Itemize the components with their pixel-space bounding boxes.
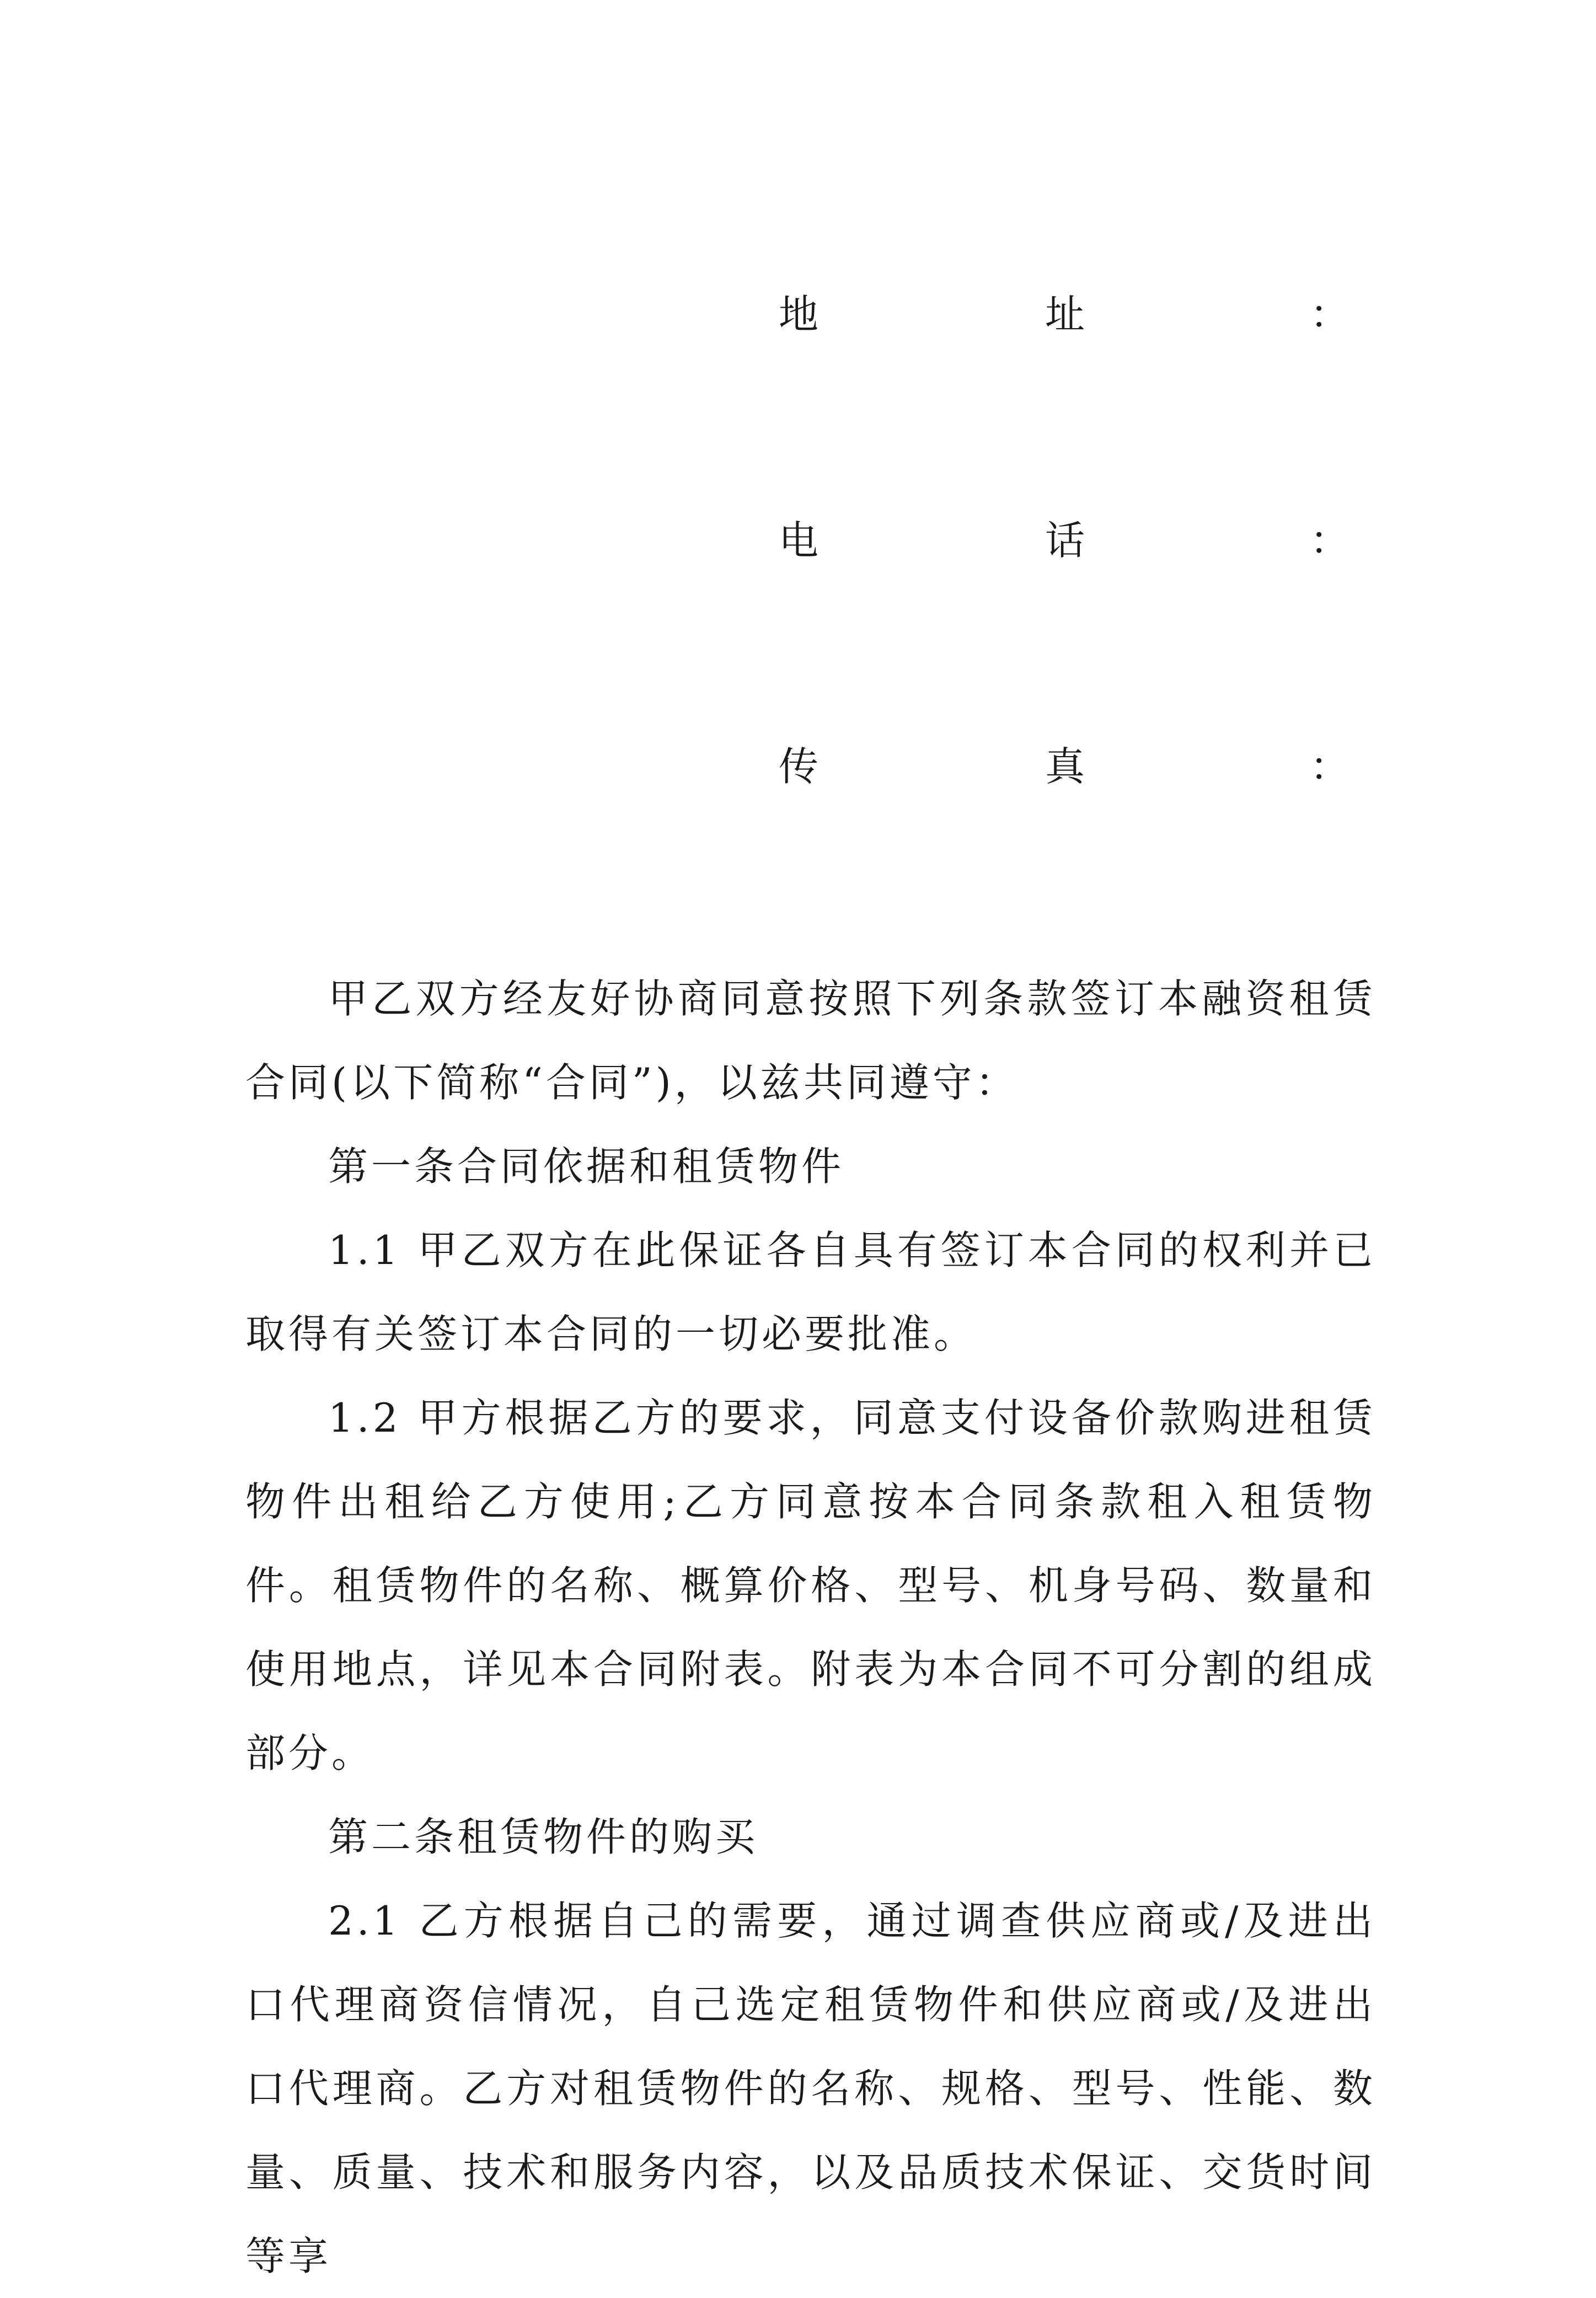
article-2-heading: 第二条租赁物件的购买 [328, 1814, 759, 1860]
article-1-heading: 第一条合同依据和租赁物件 [328, 1143, 845, 1190]
address-colon: ： [1310, 291, 1350, 338]
phone-field [0, 507, 1596, 574]
address-label-char-1: 地 [779, 291, 819, 338]
phone-label-char-2: 话 [1045, 517, 1085, 564]
address-label-char-2: 址 [1045, 291, 1085, 338]
clause-2-1: 2.1 乙方根据自己的需要，通过调查供应商或/及进出口代理商资信情况，自己选定租赁物件和供应商或/及进出口代理商。乙方对租赁物件的名称、规格、型号、性能、数量、质量、技术和服务内容，以及品质技术保证、交货时间等享 [245, 1898, 1376, 2279]
clause-1-2: 1.2 甲方根据乙方的要求，同意支付设备价款购进租赁物件出租给乙方使用;乙方同意按本合同条款租入租赁物件。租赁物件的名称、概算价格、型号、机身号码、数量和使用地点，详见本合同附表。附表为本合同不可分割的组成部分。 [245, 1395, 1376, 1776]
fax-label-char-2: 真 [1045, 743, 1085, 790]
contract-body [245, 957, 1376, 2298]
address-field [0, 281, 1596, 347]
intro-paragraph: 甲乙双方经友好协商同意按照下列条款签订本融资租赁合同(以下简称“合同”)，以兹共同遵守： [245, 976, 1376, 1106]
clause-1-1: 1.1 甲乙双方在此保证各自具有签订本合同的权利并已取得有关签订本合同的一切必要批准。 [245, 1227, 1376, 1357]
fax-colon: ： [1310, 743, 1350, 790]
fax-field [0, 733, 1596, 800]
phone-colon: ： [1310, 517, 1350, 564]
phone-label-char-1: 电 [779, 517, 819, 564]
fax-label-char-1: 传 [779, 743, 819, 790]
